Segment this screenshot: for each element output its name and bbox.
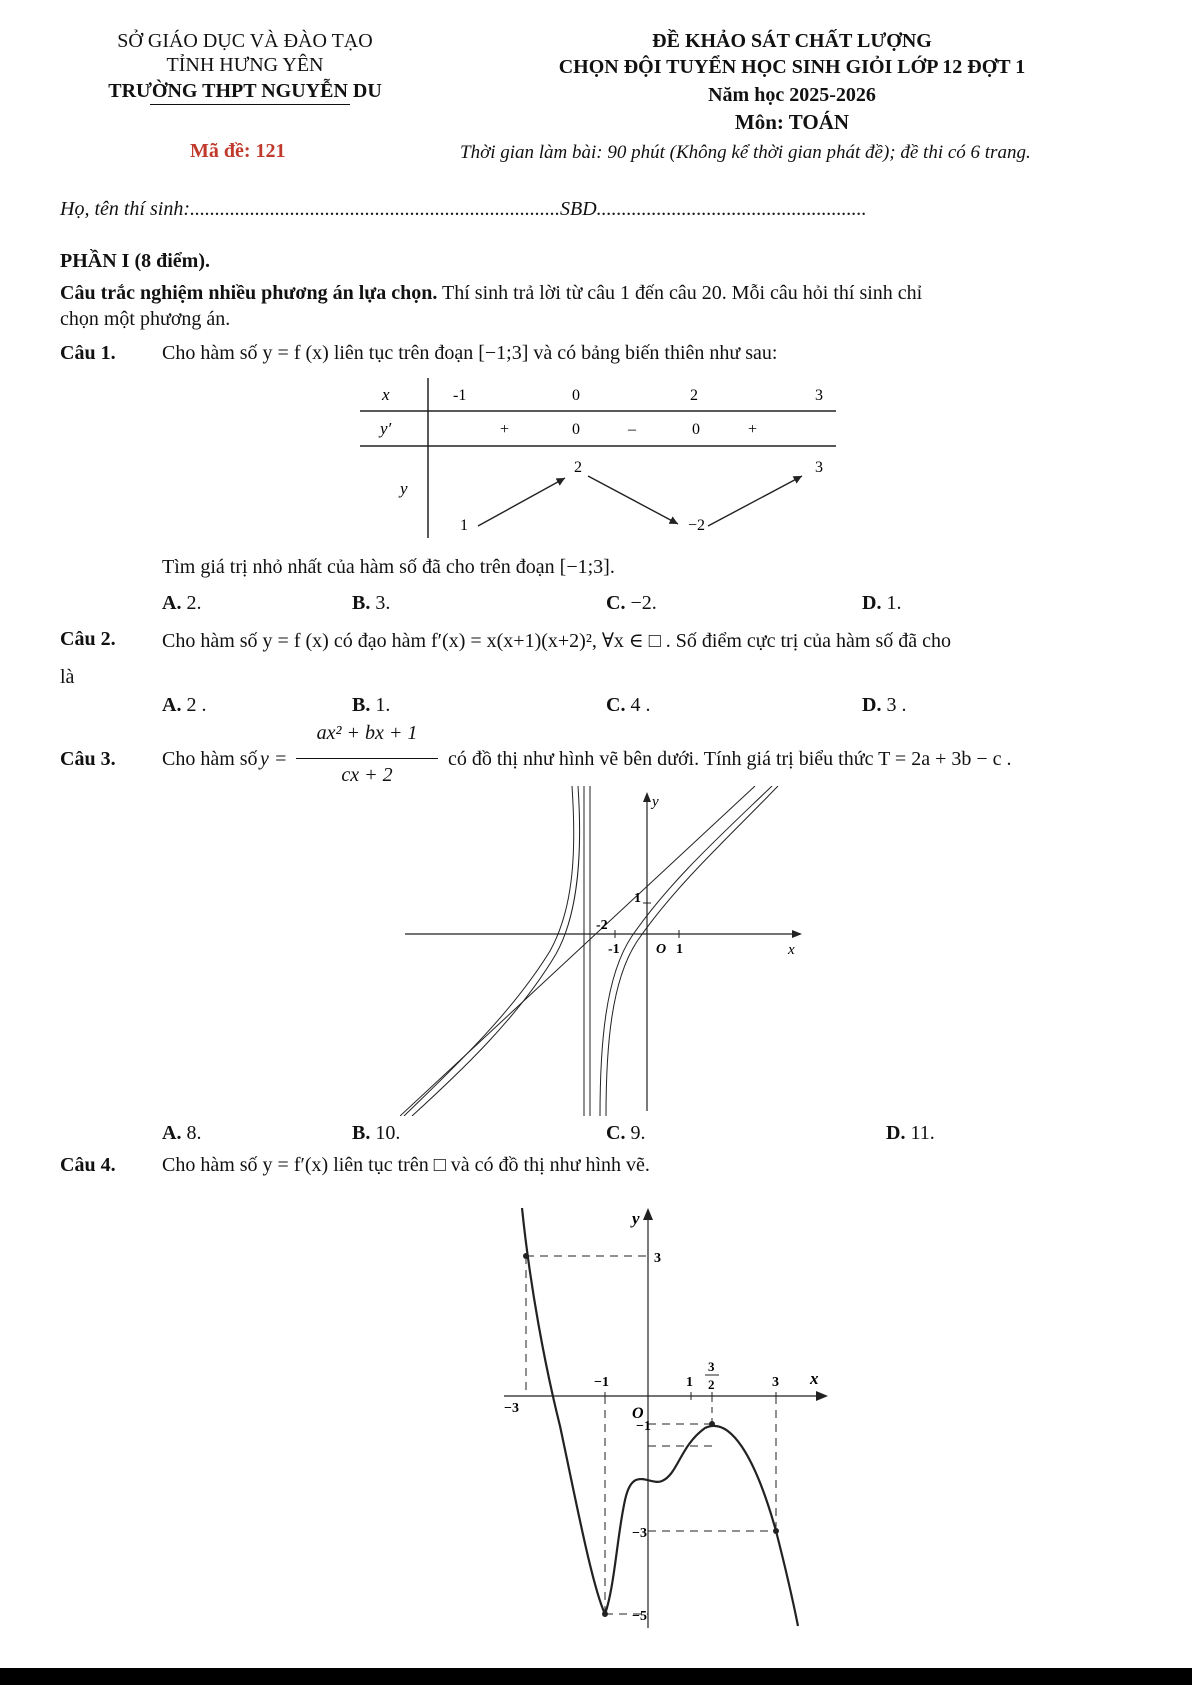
candidate-name-dots: .......................................................................... xyxy=(190,198,560,220)
table-sign: 0 xyxy=(692,421,700,438)
q3-label: Câu 3. xyxy=(60,748,116,770)
candidate-line xyxy=(60,198,867,221)
part1-instr-rest: Thí sinh trả lời từ câu 1 đến câu 20. Mỗi câu hỏi thí sinh chỉ xyxy=(437,282,923,304)
part1-instructions xyxy=(60,282,922,305)
q3-graph xyxy=(400,786,820,1116)
q1-variation-table xyxy=(360,378,840,548)
exam-title: ĐỀ KHẢO SÁT CHẤT LƯỢNG xyxy=(652,30,932,52)
part1-instr-bold: Câu trắc nghiệm nhiều phương án lựa chọn. xyxy=(60,282,438,304)
subject: Môn: TOÁN xyxy=(734,110,850,134)
q3-option-c: C. 9. xyxy=(606,1122,646,1144)
q1-option-c: C. −2. xyxy=(606,592,657,614)
q3-oblique-asymptote xyxy=(400,786,755,1116)
table-y-val: −2 xyxy=(688,517,706,534)
q3-option-d: D. 11. xyxy=(886,1122,935,1144)
q3-fraction-bar xyxy=(296,758,438,759)
q1-text: Cho hàm số y = f (x) liên tục trên đoạn [−1;3] và có bảng biến thiên như sau: xyxy=(162,342,778,364)
part1-title: PHẦN I (8 điểm). xyxy=(60,250,210,272)
table-y-val: 2 xyxy=(574,459,582,476)
q4-label-3half-den: 2 xyxy=(708,1377,715,1392)
table-sign: 0 xyxy=(572,421,580,438)
q1-option-b: B. 3. xyxy=(352,592,391,614)
q2-option-d: D. 3 . xyxy=(862,694,907,716)
q4-label-origin: O xyxy=(632,1405,644,1422)
q3-post: có đồ thị như hình vẽ bên dưới. Tính giá trị biểu thức T = 2a + 3b − c . xyxy=(448,748,1012,770)
q4-graph xyxy=(500,1196,840,1636)
candidate-sbd-label: SBD xyxy=(560,198,597,220)
table-y-header: y xyxy=(400,479,408,498)
q4-point xyxy=(773,1528,779,1534)
header-school: TRƯỜNG THPT NGUYỄN DU xyxy=(108,80,382,102)
q3-curve-left xyxy=(412,786,580,1116)
q3-label-minus1: -1 xyxy=(608,942,620,957)
q4-y-arrow xyxy=(643,1208,653,1220)
q1-ask: Tìm giá trị nhỏ nhất của hàm số đã cho trên đoạn [−1;3]. xyxy=(162,556,615,578)
q2-label: Câu 2. xyxy=(60,628,116,650)
table-yp-header: y′ xyxy=(380,419,392,438)
table-y-val: 1 xyxy=(460,517,468,534)
q1-label: Câu 1. xyxy=(60,342,116,364)
table-y-val: 3 xyxy=(815,459,823,476)
arrow-up-2 xyxy=(708,476,802,526)
candidate-name-label: Họ, tên thí sinh: xyxy=(60,198,190,220)
school-year: Năm học 2025-2026 xyxy=(708,84,876,106)
q4-label-3y: 3 xyxy=(654,1251,661,1266)
q3-numerator: ax² + bx + 1 xyxy=(316,722,418,744)
q2-option-a: A. 2 . xyxy=(162,694,207,716)
q4-x-label: x xyxy=(810,1369,819,1388)
arrow-up-1 xyxy=(478,478,565,526)
q4-label-3x: 3 xyxy=(772,1375,779,1390)
q3-label-1x: 1 xyxy=(676,942,683,957)
table-x-val: -1 xyxy=(453,387,467,404)
q3-option-b: B. 10. xyxy=(352,1122,401,1144)
q3-curve-right xyxy=(600,786,772,1116)
arrow-down xyxy=(588,476,678,524)
exam-code: Mã đề: 121 xyxy=(190,140,286,162)
q4-label-1x: 1 xyxy=(686,1375,693,1390)
q1-option-a: A. 2. xyxy=(162,592,202,614)
q3-label-origin: O xyxy=(656,942,667,957)
q3-pre: Cho hàm số xyxy=(162,748,258,770)
part1-instr-line2: chọn một phương án. xyxy=(60,308,231,330)
q4-point xyxy=(602,1611,608,1617)
q4-label: Câu 4. xyxy=(60,1154,116,1176)
table-sign: + xyxy=(748,421,758,438)
q4-point xyxy=(709,1421,715,1427)
table-x-val: 3 xyxy=(815,387,823,404)
q4-text: Cho hàm số y = f′(x) liên tục trên □ và có đồ thị như hình vẽ. xyxy=(162,1154,650,1176)
q4-label-minus5y: −5 xyxy=(632,1609,647,1624)
q3-y-label: y xyxy=(652,794,659,810)
q4-y-label: y xyxy=(632,1209,640,1228)
q3-y-eq: y = xyxy=(260,748,288,770)
header-department: SỞ GIÁO DỤC VÀ ĐÀO TẠO xyxy=(117,30,373,52)
candidate-sbd-dots: ...................................................... xyxy=(596,198,867,220)
table-x-val: 2 xyxy=(690,387,698,404)
q2-text-2: là xyxy=(60,666,75,688)
header-school-underline xyxy=(150,104,350,105)
q4-label-minus3y: −3 xyxy=(632,1526,647,1541)
q3-curve-right xyxy=(606,786,778,1116)
q4-label-minus3x: −3 xyxy=(504,1401,519,1416)
bottom-edge-bar xyxy=(0,1668,1192,1685)
q4-label-3half-num: 3 xyxy=(708,1359,715,1374)
q3-label-minus2: -2 xyxy=(596,918,608,933)
table-sign: – xyxy=(628,421,636,438)
time-note: Thời gian làm bài: 90 phút (Không kể thời gian phát đề); đề thi có 6 trang. xyxy=(460,142,1031,163)
q4-curve xyxy=(522,1208,798,1626)
exam-subtitle: CHỌN ĐỘI TUYỂN HỌC SINH GIỎI LỚP 12 ĐỢT 1 xyxy=(558,56,1026,78)
q2-option-b: B. 1. xyxy=(352,694,391,716)
q4-label-minus1x: −1 xyxy=(594,1375,609,1390)
table-sign: + xyxy=(500,421,510,438)
q1-option-d: D. 1. xyxy=(862,592,902,614)
q3-option-a: A. 8. xyxy=(162,1122,202,1144)
q3-label-1y: 1 xyxy=(634,891,641,906)
q3-denominator: cx + 2 xyxy=(341,764,393,786)
table-x-val: 0 xyxy=(572,387,580,404)
q3-x-arrow xyxy=(792,930,802,938)
q3-curve-left xyxy=(404,786,574,1116)
header-province: TỈNH HƯNG YÊN xyxy=(166,54,324,76)
q3-y-arrow xyxy=(643,792,651,802)
table-x-header: x xyxy=(382,385,390,404)
q4-label-minus1y: −1 xyxy=(636,1419,651,1434)
q4-x-arrow xyxy=(816,1391,828,1401)
q2-text: Cho hàm số y = f (x) có đạo hàm f′(x) = x(x+1)(x+2)², ∀x ∈ □ . Số điểm cực trị của hàm số đã cho xyxy=(162,630,951,652)
q4-point xyxy=(523,1253,529,1259)
q2-option-c: C. 4 . xyxy=(606,694,651,716)
q3-x-label: x xyxy=(788,942,795,958)
